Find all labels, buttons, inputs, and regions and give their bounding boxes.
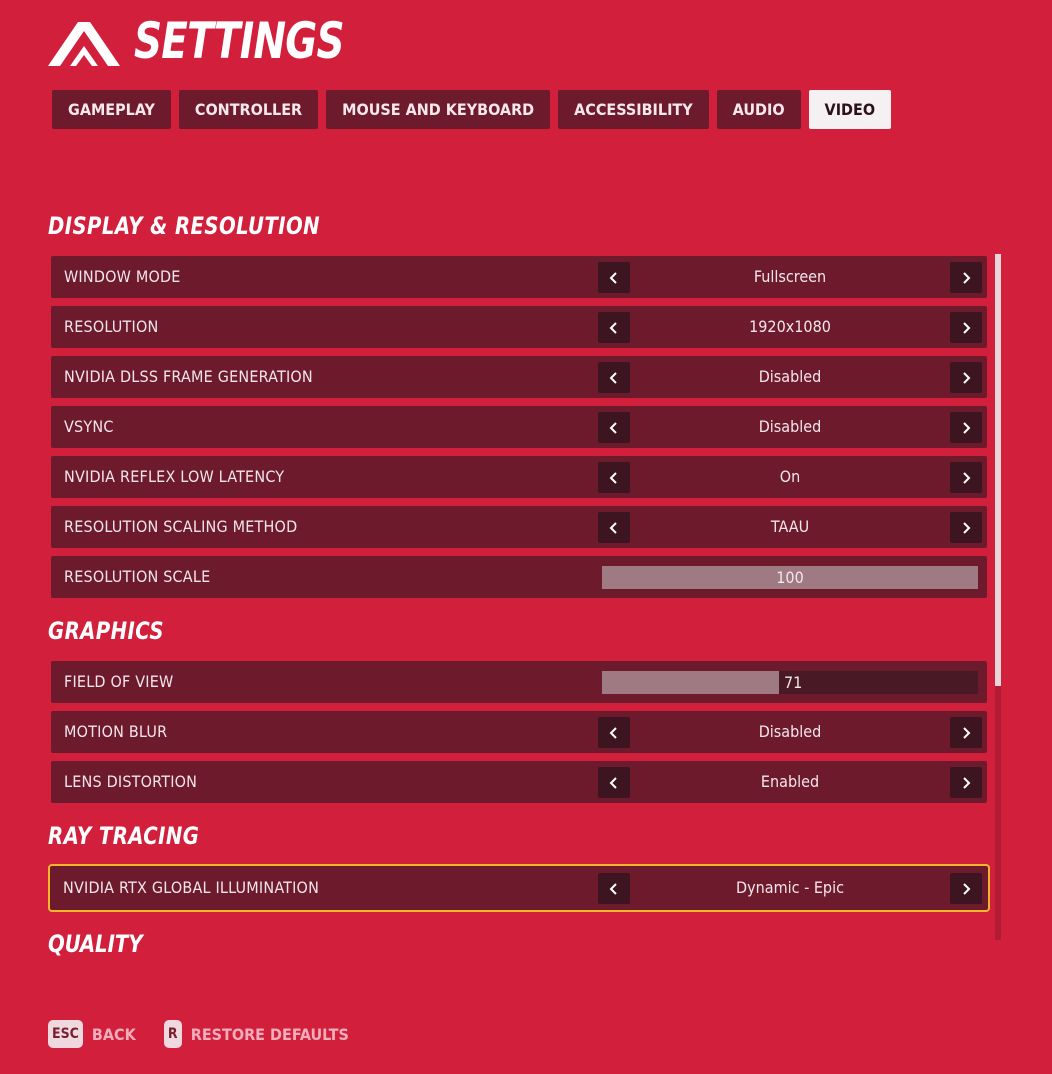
- setting-value: Disabled: [758, 417, 822, 436]
- prev-option-button[interactable]: [598, 717, 630, 748]
- setting-label: NVIDIA RTX GLOBAL ILLUMINATION: [63, 878, 320, 897]
- setting-row-motion-blur[interactable]: [51, 711, 987, 753]
- slider-value: 100: [776, 568, 804, 587]
- prev-option-button[interactable]: [598, 873, 630, 904]
- setting-row-field-of-view[interactable]: [51, 661, 987, 703]
- page-title: SETTINGS: [134, 12, 344, 70]
- setting-label: WINDOW MODE: [64, 267, 181, 286]
- setting-row-resolution-scale[interactable]: [51, 556, 987, 598]
- resolution-scale-slider[interactable]: [602, 566, 978, 589]
- setting-row-resolution[interactable]: [51, 306, 987, 348]
- prev-option-button[interactable]: [598, 512, 630, 543]
- prev-option-button[interactable]: [598, 312, 630, 343]
- setting-value: Fullscreen: [753, 267, 827, 286]
- slider-fill: [602, 671, 779, 694]
- chevron-left-icon: [608, 471, 620, 485]
- chevron-left-icon: [608, 421, 620, 435]
- chevron-right-icon: [960, 321, 972, 335]
- esc-key-icon: ESC: [48, 1020, 83, 1048]
- chevron-left-icon: [608, 371, 620, 385]
- setting-label: NVIDIA REFLEX LOW LATENCY: [64, 467, 285, 486]
- next-option-button[interactable]: [950, 262, 982, 293]
- chevron-right-icon: [960, 471, 972, 485]
- setting-label: RESOLUTION SCALE: [64, 567, 211, 586]
- next-option-button[interactable]: [950, 362, 982, 393]
- setting-label: LENS DISTORTION: [64, 772, 198, 791]
- setting-value: TAAU: [770, 517, 810, 536]
- next-option-button[interactable]: [950, 717, 982, 748]
- section-title-display: DISPLAY & RESOLUTION: [48, 212, 320, 240]
- footer-controls: [48, 1020, 377, 1048]
- chevron-right-icon: [960, 726, 972, 740]
- scrollbar-thumb[interactable]: [995, 254, 1001, 686]
- slider-value: 71: [784, 673, 803, 692]
- chevron-right-icon: [960, 882, 972, 896]
- chevron-left-icon: [608, 271, 620, 285]
- back-button[interactable]: BACK: [91, 1024, 136, 1044]
- setting-row-vsync[interactable]: [51, 406, 987, 448]
- r-key-icon: R: [164, 1020, 182, 1048]
- prev-option-button[interactable]: [598, 767, 630, 798]
- chevron-left-icon: [608, 882, 620, 896]
- setting-row-resolution-scaling-method[interactable]: [51, 506, 987, 548]
- chevron-left-icon: [608, 521, 620, 535]
- next-option-button[interactable]: [950, 462, 982, 493]
- section-title-ray-tracing: RAY TRACING: [48, 822, 200, 850]
- next-option-button[interactable]: [950, 312, 982, 343]
- setting-row-rtx-global-illumination[interactable]: [48, 864, 990, 912]
- chevron-left-icon: [608, 321, 620, 335]
- setting-row-lens-distortion[interactable]: [51, 761, 987, 803]
- setting-value: Dynamic - Epic: [736, 878, 844, 897]
- setting-label: FIELD OF VIEW: [64, 672, 174, 691]
- prev-option-button[interactable]: [598, 412, 630, 443]
- chevron-right-icon: [960, 521, 972, 535]
- tab-controller[interactable]: CONTROLLER: [179, 90, 318, 129]
- setting-value: Disabled: [758, 722, 822, 741]
- prev-option-button[interactable]: [598, 262, 630, 293]
- tab-bar: [52, 90, 891, 129]
- game-logo: [48, 22, 120, 66]
- chevron-right-icon: [960, 271, 972, 285]
- restore-defaults-button[interactable]: RESTORE DEFAULTS: [190, 1024, 349, 1044]
- setting-row-reflex-low-latency[interactable]: [51, 456, 987, 498]
- scrollbar[interactable]: [995, 254, 1001, 940]
- next-option-button[interactable]: [950, 873, 982, 904]
- tab-audio[interactable]: AUDIO: [717, 90, 801, 129]
- chevron-right-icon: [960, 371, 972, 385]
- setting-value: Enabled: [760, 772, 820, 791]
- setting-label: VSYNC: [64, 417, 114, 436]
- chevron-right-icon: [960, 776, 972, 790]
- setting-label: RESOLUTION: [64, 317, 159, 336]
- setting-value: Disabled: [758, 367, 822, 386]
- prev-option-button[interactable]: [598, 462, 630, 493]
- setting-row-dlss-frame-generation[interactable]: [51, 356, 987, 398]
- tab-mouse-and-keyboard[interactable]: MOUSE AND KEYBOARD: [326, 90, 550, 129]
- setting-label: MOTION BLUR: [64, 722, 168, 741]
- chevron-left-icon: [608, 776, 620, 790]
- section-title-graphics: GRAPHICS: [48, 617, 164, 645]
- section-title-quality: QUALITY: [48, 930, 143, 958]
- next-option-button[interactable]: [950, 767, 982, 798]
- setting-value: On: [779, 467, 801, 486]
- tab-accessibility[interactable]: ACCESSIBILITY: [558, 90, 709, 129]
- tab-video[interactable]: VIDEO: [809, 90, 892, 129]
- setting-value: 1920x1080: [749, 317, 831, 336]
- prev-option-button[interactable]: [598, 362, 630, 393]
- next-option-button[interactable]: [950, 412, 982, 443]
- tab-gameplay[interactable]: GAMEPLAY: [52, 90, 171, 129]
- setting-row-window-mode[interactable]: [51, 256, 987, 298]
- setting-label: RESOLUTION SCALING METHOD: [64, 517, 298, 536]
- chevron-left-icon: [608, 726, 620, 740]
- setting-label: NVIDIA DLSS FRAME GENERATION: [64, 367, 313, 386]
- field-of-view-slider[interactable]: [602, 671, 978, 694]
- chevron-right-icon: [960, 421, 972, 435]
- next-option-button[interactable]: [950, 512, 982, 543]
